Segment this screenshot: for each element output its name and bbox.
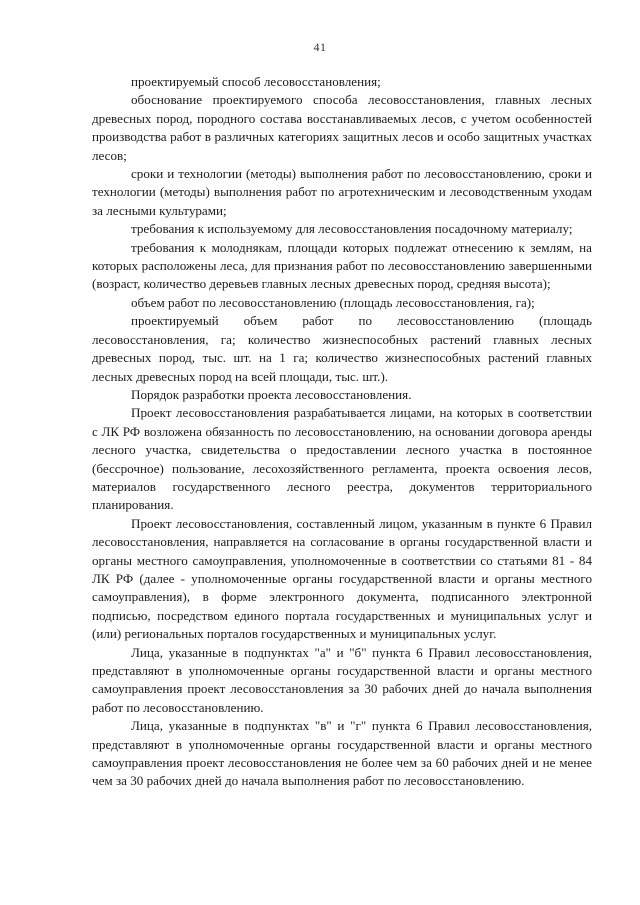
paragraph: Проект лесовосстановления разрабатывается лицами, на которых в соответствии с ЛК РФ возложена обязанность по лесовосстановлению, на основании договора аренды лесного участка, свидетельства о предоставлении лесного участка в постоянное (бессрочное) пользование, лесохозяйственного регламента, проекта освоения лесов, материалов государственного лесного реестра, документов территориального планирования. — [92, 405, 592, 513]
paragraph: Лица, указанные в подпунктах "в" и "г" пункта 6 Правил лесовосстановления, представляют в уполномоченные органы государственной власти и органы местного самоуправления проект лесовосстановления не более чем за 60 рабочих дней и не менее чем за 30 рабочих дней до начала выполнения работ по лесовосстановлению. — [92, 718, 592, 789]
page-number: 41 — [313, 40, 327, 54]
paragraph: проектируемый способ лесовосстановления; — [131, 74, 381, 89]
paragraph: Проект лесовосстановления, составленный лицом, указанным в пункте 6 Правил лесовосстановления, направляется на согласование в органы государственной власти и органы местного самоуправления, уполномоченные в соответствии со статьями 81 - 84 ЛК РФ (далее - уполномоченные органы государственной власти и органы местного самоуправления), в форме электронного документа, подписанного электронной подписью, посредством единого портала государственных и муниципальных услуг и (или) региональных порталов государственных и муниципальных услуг. — [92, 515, 592, 642]
paragraph: объем работ по лесовосстановлению (площадь лесовосстановления, га); — [131, 294, 535, 310]
paragraph: Порядок разработки проекта лесовосстановления. — [131, 386, 412, 402]
paragraph: Лица, указанные в подпунктах "а" и "б" пункта 6 Правил лесовосстановления, представляют в уполномоченные органы государственной власти и органы местного самоуправления проект лесовосстановления за 30 рабочих дней до начала выполнения работ по лесовосстановлению. — [92, 644, 592, 715]
document-body — [92, 73, 592, 791]
paragraph: обоснование проектируемого способа лесовосстановления, главных лесных древесных пород, породного состава восстанавливаемых лесов, с учетом особенностей производства работ в различных категориях защитных лесов и особо защитных участках лесов; — [92, 92, 592, 163]
paragraph: требования к используемому для лесовосстановления посадочному материалу; — [131, 221, 573, 237]
paragraph: проектируемый объем работ по лесовосстановлению (площадь лесовосстановления, га; количество жизнеспособных растений главных лесных древесных пород, тыс. шт. на 1 га; количество жизнеспособных растений главных лесных древесных пород на всей площади, тыс. шт.). — [92, 313, 592, 384]
paragraph: сроки и технологии (методы) выполнения работ по лесовосстановлению, сроки и технологии (методы) выполнения работ по агротехническим и лесоводственным уходам за лесными культурами; — [92, 166, 592, 218]
paragraph: требования к молоднякам, площади которых подлежат отнесению к землям, на которых расположены леса, для признания работ по лесовосстановлению завершенными (возраст, количество деревьев главных лесных древесных пород, средняя высота); — [92, 239, 592, 292]
